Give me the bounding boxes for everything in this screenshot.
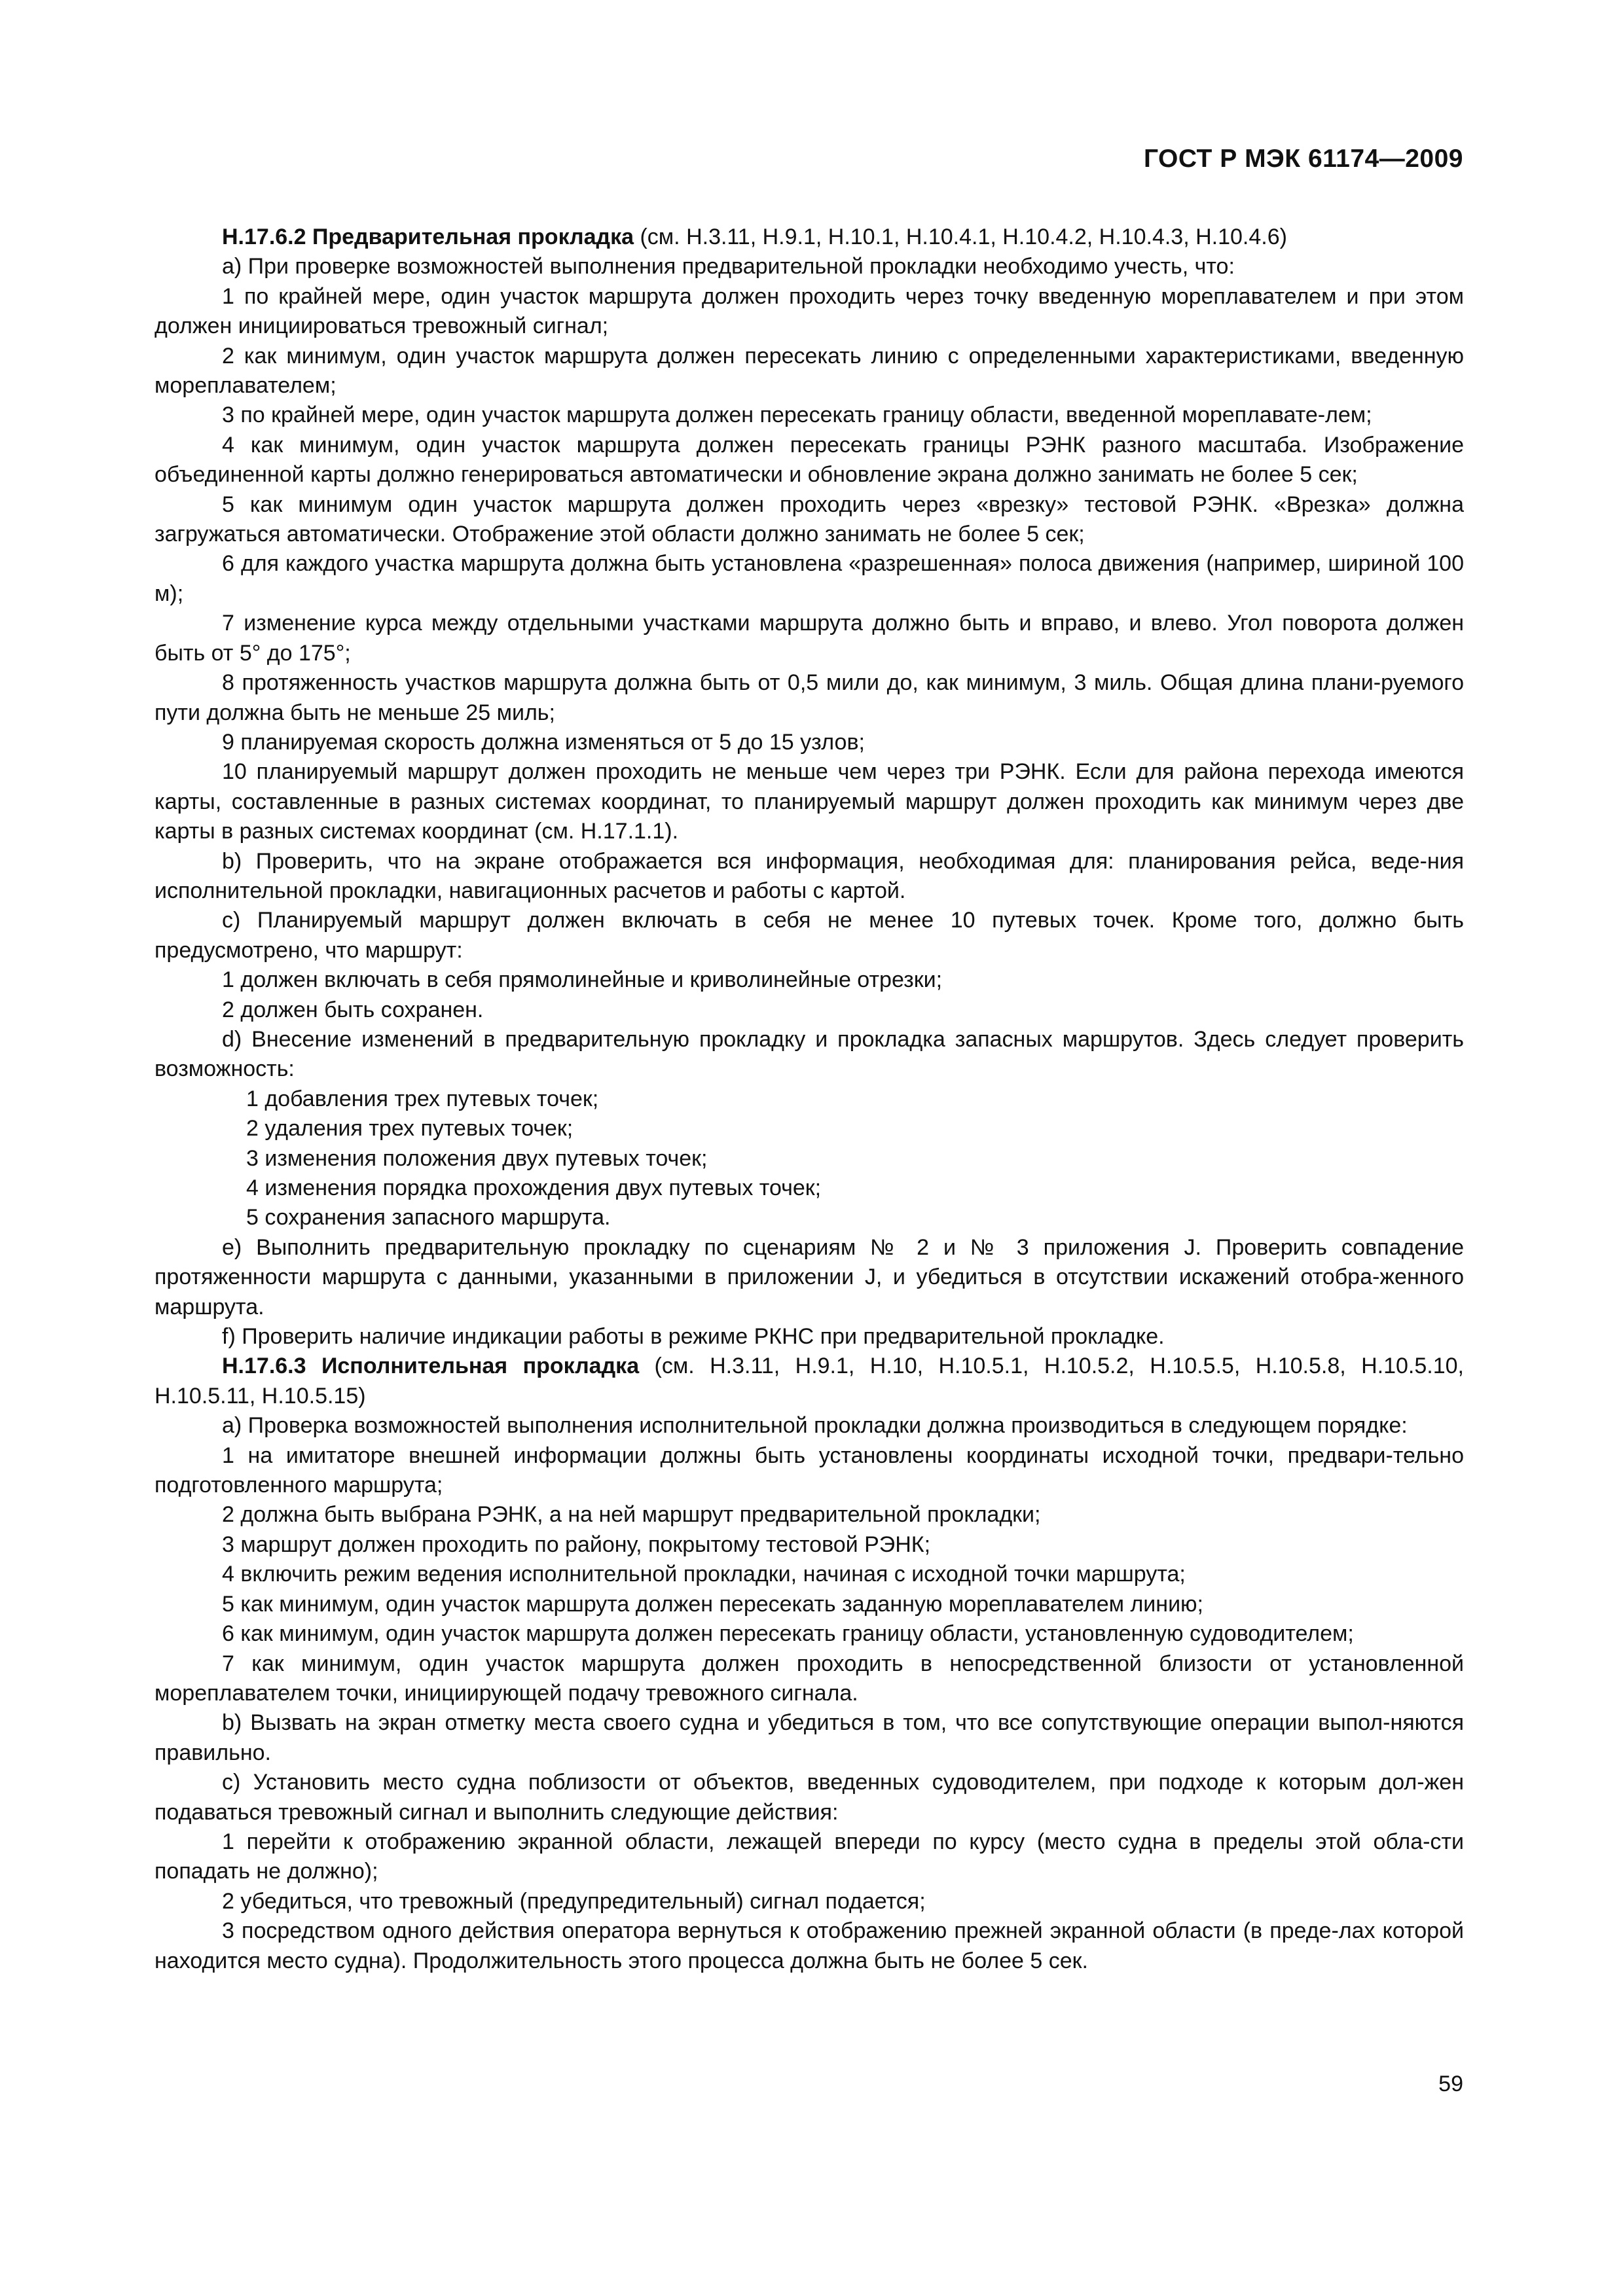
- list-item: 2 как минимум, один участок маршрута должен пересекать линию с определенными характеристиками, введенную мореплавателем;: [155, 343, 1464, 399]
- paragraph: d) Внесение изменений в предварительную прокладку и прокладка запасных маршрутов. Здесь следует проверить возможность:: [155, 1026, 1464, 1082]
- section-title: Н.17.6.3 Исполнительная прокладка: [222, 1354, 640, 1379]
- paragraph: с) Установить место судна поблизости от объектов, введенных судоводителем, при подходе к которым дол-жен подаваться тревожный сигнал и выполнить следующие действия:: [155, 1770, 1464, 1825]
- section-heading: [155, 1352, 1464, 1411]
- paragraph: а) При проверке возможностей выполнения предварительной прокладки необходимо учесть, что:: [222, 254, 1235, 279]
- list-item: 3 по крайней мере, один участок маршрута должен пересекать границу области, введенной мореплавате-лем;: [222, 403, 1372, 428]
- list-item: 1 на имитаторе внешней информации должны быть установлены координаты исходной точки, предвари-тельно подготовленного маршрута;: [155, 1443, 1464, 1498]
- list-item: 4 изменения порядка прохождения двух путевых точек;: [246, 1175, 822, 1200]
- paragraph: е) Выполнить предварительную прокладку по сценариям № 2 и № 3 приложения J. Проверить совпадение протяженности маршрута с данными, указанными в приложении J, и убедиться в отсутствии искажений отобра-женного маршрута.: [155, 1234, 1464, 1319]
- list-item: 7 как минимум, один участок маршрута должен проходить в непосредственной близости от установленной мореплавателем точки, инициирующей подачу тревожного сигнала.: [155, 1651, 1464, 1706]
- section-title: Н.17.6.2 Предварительная прокладка: [222, 224, 634, 249]
- list-item: 3 посредством одного действия оператора вернуться к отображению прежней экранной области (в преде-лах которой находится место судна). Продолжительность этого процесса должна быть не более 5 сек.: [155, 1918, 1464, 1973]
- page-number: 59: [1438, 2072, 1463, 2096]
- list-item: 2 должен быть сохранен.: [222, 997, 484, 1022]
- paragraph: с) Планируемый маршрут должен включать в себя не менее 10 путевых точек. Кроме того, должно быть предусмотрено, что маршрут:: [155, 908, 1464, 963]
- list-item: 9 планируемая скорость должна изменяться от 5 до 15 узлов;: [222, 729, 865, 755]
- section-references: (см. Н.3.11, Н.9.1, Н.10.1, Н.10.4.1, Н.10.4.2, Н.10.4.3, Н.10.4.6): [634, 224, 1287, 249]
- list-item: 1 перейти к отображению экранной области, лежащей впереди по курсу (место судна в пределы этой обла-сти попадать не должно);: [155, 1829, 1464, 1884]
- section-heading: [155, 223, 1464, 252]
- paragraph: а) Проверка возможностей выполнения исполнительной прокладки должна производиться в следующем порядке:: [222, 1413, 1408, 1439]
- list-item: 5 как минимум один участок маршрута должен проходить через «врезку» тестовой РЭНК. «Врезка» должна загружаться автоматически. Отображение этой области должно занимать не более 5 сек;: [155, 492, 1464, 547]
- list-item: 2 удаления трех путевых точек;: [246, 1116, 574, 1141]
- list-item: 1 добавления трех путевых точек;: [246, 1086, 599, 1111]
- list-item: 7 изменение курса между отдельными участками маршрута должно быть и вправо, и влево. Угол поворота должен быть от 5° до 175°;: [155, 611, 1464, 666]
- list-item: 2 убедиться, что тревожный (предупредительный) сигнал подается;: [222, 1888, 926, 1914]
- list-item: 5 как минимум, один участок маршрута должен пересекать заданную мореплавателем линию;: [222, 1591, 1204, 1617]
- list-item: 2 должна быть выбрана РЭНК, а на ней маршрут предварительной прокладки;: [222, 1502, 1041, 1528]
- list-item: 6 как минимум, один участок маршрута должен пересекать границу области, установленную судоводителем;: [222, 1621, 1354, 1647]
- paragraph: b) Вызвать на экран отметку места своего судна и убедиться в том, что все сопутствующие операции выпол-няются правильно.: [155, 1710, 1464, 1765]
- paragraph: f) Проверить наличие индикации работы в режиме РКНС при предварительной прокладке.: [222, 1324, 1165, 1350]
- list-item: 10 планируемый маршрут должен проходить не меньше чем через три РЭНК. Если для района перехода имеются карты, составленные в разных системах координат, то планируемый маршрут должен проходить как минимум через две карты в разных системах координат (см. Н.17.1.1).: [155, 759, 1464, 844]
- list-item: 1 по крайней мере, один участок маршрута должен проходить через точку введенную мореплавателем и при этом должен инициироваться тревожный сигнал;: [155, 283, 1464, 339]
- list-item: 4 включить режим ведения исполнительной прокладки, начиная с исходной точки маршрута;: [222, 1562, 1186, 1587]
- standard-header: ГОСТ Р МЭК 61174—2009: [1143, 145, 1463, 173]
- list-item: 8 протяженность участков маршрута должна быть от 0,5 мили до, как минимум, 3 миль. Общая длина плани-руемого пути должна быть не меньше 25 миль;: [155, 670, 1464, 725]
- paragraph: b) Проверить, что на экране отображается вся информация, необходимая для: планирования рейса, веде-ния исполнительной прокладки, навигационных расчетов и работы с картой.: [155, 848, 1464, 903]
- list-item: 3 изменения положения двух путевых точек;: [246, 1145, 708, 1171]
- document-body: [155, 223, 1464, 1976]
- list-item: 4 как минимум, один участок маршрута должен пересекать границы РЭНК разного масштаба. Изображение объединенной карты должно генерироваться автоматически и обновление экрана должно занимать не более 5 сек;: [155, 432, 1464, 488]
- list-item: 6 для каждого участка маршрута должна быть установлена «разрешенная» полоса движения (например, шириной 100 м);: [155, 551, 1464, 606]
- list-item: 3 маршрут должен проходить по району, покрытому тестовой РЭНК;: [222, 1532, 931, 1557]
- list-item: 1 должен включать в себя прямолинейные и криволинейные отрезки;: [222, 967, 943, 993]
- section-references: (см. Н.3.11, Н.9.1, Н.10, Н.10.5.1, Н.10.5.2, Н.10.5.5, Н.10.5.8, Н.10.5.10, Н.10.5.11, Н.10.5.15): [155, 1354, 1464, 1408]
- list-item: 5 сохранения запасного маршрута.: [246, 1205, 611, 1230]
